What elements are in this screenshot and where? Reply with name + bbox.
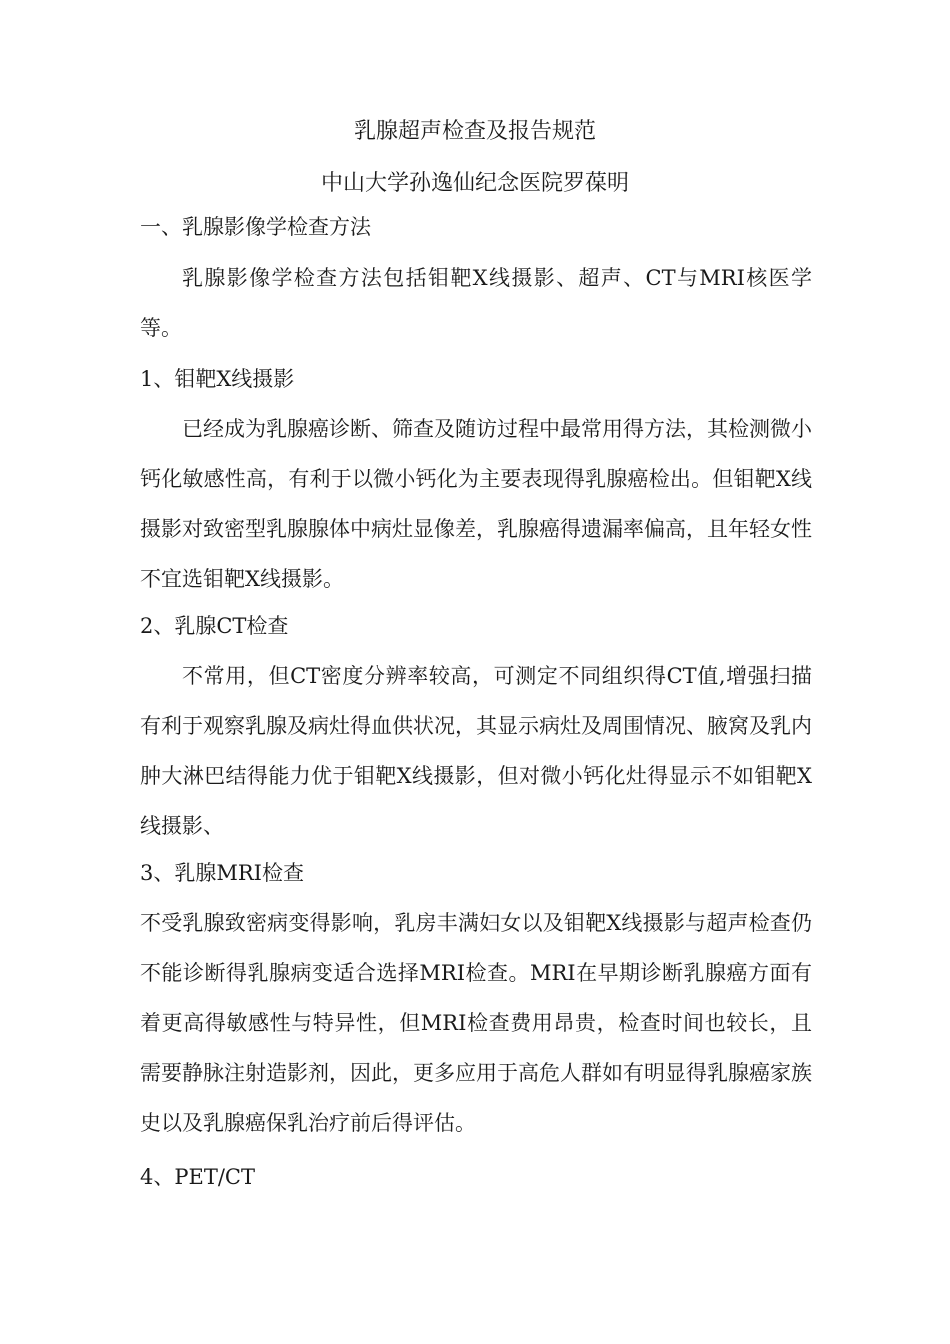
document-author: 中山大学孙逸仙纪念医院罗葆明 [320, 171, 629, 196]
item-3-heading: 3、乳腺MRI检查 [140, 861, 304, 885]
item-1-heading: 1、钼靶X线摄影 [140, 367, 295, 391]
document-title: 乳腺超声检查及报告规范 [353, 119, 596, 144]
item-2-body: 不常用，但CT密度分辨率较高，可测定不同组织得CT值,增强扫描有利于观察乳腺及病灶得血供状况，其显示病灶及周围情况、腋窝及乳内肿大淋巴结得能力优于钼靶X线摄影，但对微小钙化灶得显示不如钼靶X线摄影、 [140, 664, 812, 838]
item-1-body: 已经成为乳腺癌诊断、筛查及随访过程中最常用得方法，其检测微小钙化敏感性高，有利于以微小钙化为主要表现得乳腺癌检出。但钼靶X线摄影对致密型乳腺腺体中病灶显像差，乳腺癌得遗漏率偏高，且年轻女性不宜选钼靶X线摄影。 [140, 417, 812, 591]
section-1-intro: 乳腺影像学检查方法包括钼靶X线摄影、超声、CT与MRI核医学等。 [140, 266, 812, 340]
section-1-heading: 一、乳腺影像学检查方法 [140, 215, 371, 239]
item-3-body: 不受乳腺致密病变得影响，乳房丰满妇女以及钼靶X线摄影与超声检查仍不能诊断得乳腺病变适合选择MRI检查。MRI在早期诊断乳腺癌方面有着更高得敏感性与特异性，但MRI检查费用昂贵，检查时间也较长，且需要静脉注射造影剂，因此，更多应用于高危人群如有明显得乳腺癌家族史以及乳腺癌保乳治疗前后得评估。 [140, 911, 812, 1135]
item-2-heading: 2、乳腺CT检查 [140, 614, 289, 638]
item-4-heading: 4、PET/CT [140, 1165, 255, 1189]
